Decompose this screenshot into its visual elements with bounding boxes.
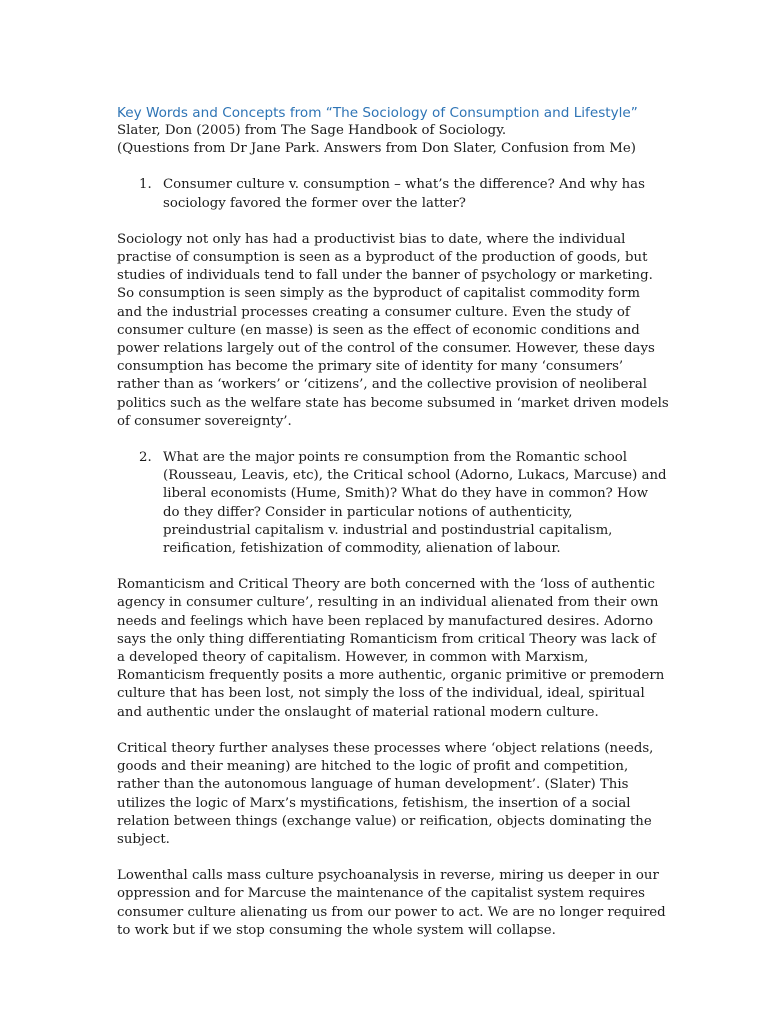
paragraph-line: politics such as the welfare state has become subsumed in ‘market driven models <box>117 395 669 411</box>
paragraph-line: relation between things (exchange value) or reification, objects dominating the <box>117 813 652 829</box>
paragraph-line: agency in consumer culture’, resulting in an individual alienated from their own <box>117 595 659 611</box>
answer-paragraph-3 <box>117 740 664 849</box>
paragraph-line: consumption has become the primary site of identity for many ‘consumers’ <box>117 359 624 375</box>
paragraph-line: consumer culture alienating us from our power to act. We are no longer required <box>117 904 666 920</box>
paragraph-line: rather than the autonomous language of human development’. (Slater) This <box>117 777 629 793</box>
credits-line: (Questions from Dr Jane Park. Answers from Don Slater, Confusion from Me) <box>117 141 636 157</box>
paragraph-line: power relations largely out of the control of the consumer. However, these days <box>117 341 655 357</box>
paragraph-line: goods and their meaning) are hitched to the logic of profit and competition, <box>117 759 629 775</box>
question-line: Consumer culture v. consumption – what’s the difference? And why has <box>163 177 645 193</box>
paragraph-line: Romanticism frequently posits a more authentic, organic primitive or premodern <box>117 668 665 684</box>
question-line: (Rousseau, Leavis, etc), the Critical school (Adorno, Lukacs, Marcuse) and <box>163 468 667 484</box>
paragraph-line: oppression and for Marcuse the maintenance of the capitalist system requires <box>117 886 645 902</box>
question-line: preindustrial capitalism v. industrial and postindustrial capitalism, <box>163 522 613 538</box>
spacer <box>117 431 664 449</box>
paragraph-line: Critical theory further analyses these processes where ‘object relations (needs, <box>117 740 654 756</box>
spacer <box>117 849 664 867</box>
paragraph-line: and the industrial processes creating a consumer culture. Even the study of <box>117 304 630 320</box>
paragraph-line: a developed theory of capitalism. However, in common with Marxism, <box>117 650 589 666</box>
paragraph-line: says the only thing differentiating Romanticism from critical Theory was lack of <box>117 631 656 647</box>
question-number: 1. <box>139 177 152 193</box>
paragraph-line: practise of consumption is seen as a byproduct of the production of goods, but <box>117 250 648 266</box>
spacer <box>117 213 664 231</box>
answer-paragraph-1 <box>117 231 669 431</box>
question-line: What are the major points re consumption from the Romantic school <box>163 450 628 466</box>
question-line: liberal economists (Hume, Smith)? What do they have in common? How <box>163 486 649 502</box>
spacer <box>117 722 664 740</box>
paragraph-line: utilizes the logic of Marx’s mystifications, fetishism, the insertion of a social <box>117 795 631 811</box>
question-number: 2. <box>139 450 152 466</box>
spacer <box>117 158 664 176</box>
paragraph-line: of consumer sovereignty’. <box>117 413 292 429</box>
paragraph-line: Romanticism and Critical Theory are both concerned with the ‘loss of authentic <box>117 577 655 593</box>
paragraph-line: So consumption is seen simply as the byproduct of capitalist commodity form <box>117 286 640 302</box>
question-line: do they differ? Consider in particular notions of authenticity, <box>163 504 573 520</box>
answer-paragraph-4 <box>117 867 664 940</box>
citation-line: Slater, Don (2005) from The Sage Handbook of Sociology. <box>117 123 507 138</box>
document-title: Key Words and Concepts from “The Sociology of Consumption and Lifestyle” <box>117 105 638 121</box>
paragraph-line: needs and feelings which have been replaced by manufactured desires. Adorno <box>117 613 654 629</box>
paragraph-line: subject. <box>117 831 170 847</box>
answer-paragraph-2 <box>117 576 664 722</box>
spacer <box>117 558 664 576</box>
paragraph-line: studies of individuals tend to fall under the banner of psychology or marketing. <box>117 268 653 284</box>
paragraph-line: consumer culture (en masse) is seen as the effect of economic conditions and <box>117 322 640 338</box>
question-2 <box>117 449 667 558</box>
paragraph-line: to work but if we stop consuming the whole system will collapse. <box>117 922 556 938</box>
question-1 <box>117 176 664 212</box>
paragraph-line: and authentic under the onslaught of material rational modern culture. <box>117 704 599 720</box>
paragraph-line: Sociology not only has had a productivist bias to date, where the individual <box>117 231 626 247</box>
question-line: sociology favored the former over the latter? <box>163 195 466 211</box>
paragraph-line: rather than as ‘workers’ or ‘citizens’, and the collective provision of neoliberal <box>117 377 648 393</box>
question-line: reification, fetishization of commodity, alienation of labour. <box>163 541 561 557</box>
paragraph-line: Lowenthal calls mass culture psychoanalysis in reverse, miring us deeper in our <box>117 868 659 884</box>
paragraph-line: culture that has been lost, not simply the loss of the individual, ideal, spiritual <box>117 686 645 702</box>
